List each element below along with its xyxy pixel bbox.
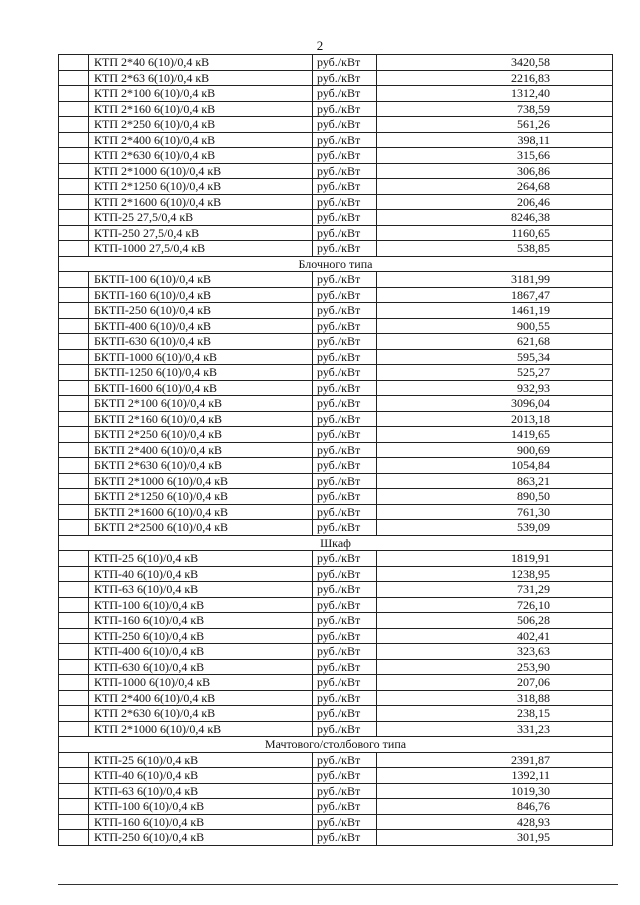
row-number-cell	[59, 675, 89, 691]
section-row	[59, 737, 613, 753]
item-name: БКТП 2*100 6(10)/0,4 кВ	[89, 396, 313, 412]
item-unit: руб./кВт	[313, 179, 377, 195]
item-value: 1419,65	[377, 427, 613, 443]
footer-rule	[58, 884, 618, 885]
item-name: БКТП-160 6(10)/0,4 кВ	[89, 287, 313, 303]
table-row	[59, 566, 613, 582]
table-row	[59, 814, 613, 830]
item-unit: руб./кВт	[313, 473, 377, 489]
row-number-cell	[59, 287, 89, 303]
row-number-cell	[59, 179, 89, 195]
item-unit: руб./кВт	[313, 55, 377, 71]
table-row	[59, 520, 613, 536]
row-number-cell	[59, 783, 89, 799]
item-value: 3181,99	[377, 272, 613, 288]
item-unit: руб./кВт	[313, 721, 377, 737]
row-number-cell	[59, 365, 89, 381]
item-value: 1461,19	[377, 303, 613, 319]
item-value: 1867,47	[377, 287, 613, 303]
table-row	[59, 659, 613, 675]
item-value: 3420,58	[377, 55, 613, 71]
item-unit: руб./кВт	[313, 504, 377, 520]
item-name: КТП 2*630 6(10)/0,4 кВ	[89, 148, 313, 164]
table-row	[59, 55, 613, 71]
item-unit: руб./кВт	[313, 458, 377, 474]
item-name: КТП 2*250 6(10)/0,4 кВ	[89, 117, 313, 133]
item-unit: руб./кВт	[313, 566, 377, 582]
item-unit: руб./кВт	[313, 783, 377, 799]
item-unit: руб./кВт	[313, 272, 377, 288]
table-row	[59, 241, 613, 257]
table-row	[59, 380, 613, 396]
item-name: КТП-160 6(10)/0,4 кВ	[89, 814, 313, 830]
row-number-cell	[59, 427, 89, 443]
item-name: КТП-160 6(10)/0,4 кВ	[89, 613, 313, 629]
row-number-cell	[59, 690, 89, 706]
item-value: 1054,84	[377, 458, 613, 474]
item-name: БКТП 2*1250 6(10)/0,4 кВ	[89, 489, 313, 505]
row-number-cell	[59, 101, 89, 117]
item-value: 890,50	[377, 489, 613, 505]
table-row	[59, 768, 613, 784]
item-value: 238,15	[377, 706, 613, 722]
item-name: КТП-250 6(10)/0,4 кВ	[89, 830, 313, 846]
row-number-cell	[59, 241, 89, 257]
row-number-cell	[59, 489, 89, 505]
row-number-cell	[59, 799, 89, 815]
item-unit: руб./кВт	[313, 318, 377, 334]
item-value: 318,88	[377, 690, 613, 706]
item-name: КТП-400 6(10)/0,4 кВ	[89, 644, 313, 660]
item-name: КТП-250 27,5/0,4 кВ	[89, 225, 313, 241]
item-value: 3096,04	[377, 396, 613, 412]
item-unit: руб./кВт	[313, 349, 377, 365]
item-name: БКТП 2*630 6(10)/0,4 кВ	[89, 458, 313, 474]
table-row	[59, 411, 613, 427]
row-number-cell	[59, 86, 89, 102]
item-name: БКТП 2*160 6(10)/0,4 кВ	[89, 411, 313, 427]
table-row	[59, 427, 613, 443]
item-value: 207,06	[377, 675, 613, 691]
item-unit: руб./кВт	[313, 675, 377, 691]
tariff-table-body	[59, 55, 613, 846]
item-name: КТП 2*400 6(10)/0,4 кВ	[89, 690, 313, 706]
row-number-cell	[59, 303, 89, 319]
section-title: Мачтового/столбового типа	[59, 737, 613, 753]
item-name: КТП 2*63 6(10)/0,4 кВ	[89, 70, 313, 86]
row-number-cell	[59, 613, 89, 629]
item-value: 1312,40	[377, 86, 613, 102]
item-unit: руб./кВт	[313, 163, 377, 179]
item-value: 253,90	[377, 659, 613, 675]
item-value: 738,59	[377, 101, 613, 117]
row-number-cell	[59, 55, 89, 71]
item-unit: руб./кВт	[313, 551, 377, 567]
row-number-cell	[59, 411, 89, 427]
item-name: КТП-40 6(10)/0,4 кВ	[89, 566, 313, 582]
table-row	[59, 582, 613, 598]
item-name: БКТП 2*2500 6(10)/0,4 кВ	[89, 520, 313, 536]
item-unit: руб./кВт	[313, 613, 377, 629]
item-value: 264,68	[377, 179, 613, 195]
table-row	[59, 225, 613, 241]
item-unit: руб./кВт	[313, 334, 377, 350]
item-value: 206,46	[377, 194, 613, 210]
item-name: КТП 2*40 6(10)/0,4 кВ	[89, 55, 313, 71]
table-row	[59, 179, 613, 195]
row-number-cell	[59, 551, 89, 567]
item-value: 621,68	[377, 334, 613, 350]
item-unit: руб./кВт	[313, 225, 377, 241]
row-number-cell	[59, 721, 89, 737]
section-title: Блочного типа	[59, 256, 613, 272]
item-name: БКТП-400 6(10)/0,4 кВ	[89, 318, 313, 334]
item-unit: руб./кВт	[313, 628, 377, 644]
table-row	[59, 287, 613, 303]
table-row	[59, 303, 613, 319]
item-name: КТП 2*1250 6(10)/0,4 кВ	[89, 179, 313, 195]
row-number-cell	[59, 225, 89, 241]
table-row	[59, 396, 613, 412]
item-unit: руб./кВт	[313, 365, 377, 381]
item-value: 726,10	[377, 597, 613, 613]
row-number-cell	[59, 566, 89, 582]
item-value: 900,69	[377, 442, 613, 458]
table-row	[59, 458, 613, 474]
item-unit: руб./кВт	[313, 194, 377, 210]
item-name: КТП-1000 27,5/0,4 кВ	[89, 241, 313, 257]
item-name: БКТП-630 6(10)/0,4 кВ	[89, 334, 313, 350]
row-number-cell	[59, 504, 89, 520]
item-unit: руб./кВт	[313, 117, 377, 133]
row-number-cell	[59, 706, 89, 722]
item-value: 525,27	[377, 365, 613, 381]
row-number-cell	[59, 458, 89, 474]
section-row	[59, 256, 613, 272]
item-name: БКТП-100 6(10)/0,4 кВ	[89, 272, 313, 288]
item-value: 846,76	[377, 799, 613, 815]
table-row	[59, 70, 613, 86]
item-unit: руб./кВт	[313, 241, 377, 257]
item-value: 595,34	[377, 349, 613, 365]
row-number-cell	[59, 194, 89, 210]
row-number-cell	[59, 473, 89, 489]
table-row	[59, 272, 613, 288]
item-value: 932,93	[377, 380, 613, 396]
row-number-cell	[59, 830, 89, 846]
table-row	[59, 210, 613, 226]
item-unit: руб./кВт	[313, 659, 377, 675]
item-value: 731,29	[377, 582, 613, 598]
table-row	[59, 117, 613, 133]
table-row	[59, 148, 613, 164]
item-unit: руб./кВт	[313, 830, 377, 846]
item-value: 506,28	[377, 613, 613, 629]
item-unit: руб./кВт	[313, 706, 377, 722]
row-number-cell	[59, 210, 89, 226]
item-value: 539,09	[377, 520, 613, 536]
table-row	[59, 783, 613, 799]
table-row	[59, 163, 613, 179]
item-name: КТП 2*400 6(10)/0,4 кВ	[89, 132, 313, 148]
item-name: БКТП 2*1600 6(10)/0,4 кВ	[89, 504, 313, 520]
item-value: 2013,18	[377, 411, 613, 427]
item-unit: руб./кВт	[313, 690, 377, 706]
item-unit: руб./кВт	[313, 70, 377, 86]
item-value: 1160,65	[377, 225, 613, 241]
item-unit: руб./кВт	[313, 303, 377, 319]
table-row	[59, 613, 613, 629]
table-row	[59, 690, 613, 706]
item-unit: руб./кВт	[313, 132, 377, 148]
table-row	[59, 504, 613, 520]
item-name: БКТП-250 6(10)/0,4 кВ	[89, 303, 313, 319]
item-name: КТП-1000 6(10)/0,4 кВ	[89, 675, 313, 691]
table-row	[59, 752, 613, 768]
item-name: КТП-250 6(10)/0,4 кВ	[89, 628, 313, 644]
row-number-cell	[59, 520, 89, 536]
item-unit: руб./кВт	[313, 442, 377, 458]
table-row	[59, 442, 613, 458]
table-row	[59, 365, 613, 381]
row-number-cell	[59, 318, 89, 334]
tariff-table	[58, 54, 613, 846]
table-row	[59, 799, 613, 815]
item-value: 538,85	[377, 241, 613, 257]
item-value: 863,21	[377, 473, 613, 489]
item-name: БКТП 2*1000 6(10)/0,4 кВ	[89, 473, 313, 489]
item-value: 301,95	[377, 830, 613, 846]
item-name: КТП-63 6(10)/0,4 кВ	[89, 783, 313, 799]
item-unit: руб./кВт	[313, 799, 377, 815]
item-name: КТП 2*1000 6(10)/0,4 кВ	[89, 163, 313, 179]
item-value: 331,23	[377, 721, 613, 737]
row-number-cell	[59, 380, 89, 396]
item-name: КТП-630 6(10)/0,4 кВ	[89, 659, 313, 675]
item-value: 2216,83	[377, 70, 613, 86]
item-name: КТП-100 6(10)/0,4 кВ	[89, 597, 313, 613]
row-number-cell	[59, 442, 89, 458]
item-unit: руб./кВт	[313, 644, 377, 660]
table-row	[59, 721, 613, 737]
item-name: КТП 2*160 6(10)/0,4 кВ	[89, 101, 313, 117]
item-value: 561,26	[377, 117, 613, 133]
item-value: 428,93	[377, 814, 613, 830]
row-number-cell	[59, 582, 89, 598]
table-row	[59, 334, 613, 350]
item-name: КТП-25 6(10)/0,4 кВ	[89, 551, 313, 567]
row-number-cell	[59, 659, 89, 675]
table-row	[59, 132, 613, 148]
item-unit: руб./кВт	[313, 86, 377, 102]
item-unit: руб./кВт	[313, 768, 377, 784]
item-unit: руб./кВт	[313, 148, 377, 164]
table-row	[59, 830, 613, 846]
row-number-cell	[59, 132, 89, 148]
item-name: КТП-63 6(10)/0,4 кВ	[89, 582, 313, 598]
item-value: 1019,30	[377, 783, 613, 799]
row-number-cell	[59, 334, 89, 350]
item-unit: руб./кВт	[313, 411, 377, 427]
item-name: БКТП-1000 6(10)/0,4 кВ	[89, 349, 313, 365]
item-value: 323,63	[377, 644, 613, 660]
item-name: БКТП 2*250 6(10)/0,4 кВ	[89, 427, 313, 443]
table-row	[59, 644, 613, 660]
item-unit: руб./кВт	[313, 101, 377, 117]
table-row	[59, 628, 613, 644]
section-title: Шкаф	[59, 535, 613, 551]
row-number-cell	[59, 396, 89, 412]
item-unit: руб./кВт	[313, 520, 377, 536]
item-value: 398,11	[377, 132, 613, 148]
item-value: 306,86	[377, 163, 613, 179]
table-row	[59, 349, 613, 365]
item-unit: руб./кВт	[313, 489, 377, 505]
table-row	[59, 597, 613, 613]
item-unit: руб./кВт	[313, 287, 377, 303]
row-number-cell	[59, 272, 89, 288]
item-name: БКТП-1250 6(10)/0,4 кВ	[89, 365, 313, 381]
row-number-cell	[59, 644, 89, 660]
item-name: КТП 2*1600 6(10)/0,4 кВ	[89, 194, 313, 210]
page-number: 2	[316, 38, 324, 53]
table-row	[59, 706, 613, 722]
row-number-cell	[59, 70, 89, 86]
item-name: КТП-25 6(10)/0,4 кВ	[89, 752, 313, 768]
item-value: 1238,95	[377, 566, 613, 582]
table-row	[59, 318, 613, 334]
item-unit: руб./кВт	[313, 814, 377, 830]
row-number-cell	[59, 148, 89, 164]
table-row	[59, 473, 613, 489]
item-unit: руб./кВт	[313, 380, 377, 396]
item-value: 2391,87	[377, 752, 613, 768]
item-name: БКТП 2*400 6(10)/0,4 кВ	[89, 442, 313, 458]
item-value: 1819,91	[377, 551, 613, 567]
item-value: 315,66	[377, 148, 613, 164]
row-number-cell	[59, 349, 89, 365]
item-value: 761,30	[377, 504, 613, 520]
item-value: 402,41	[377, 628, 613, 644]
table-row	[59, 551, 613, 567]
row-number-cell	[59, 628, 89, 644]
item-name: КТП 2*630 6(10)/0,4 кВ	[89, 706, 313, 722]
item-name: КТП-40 6(10)/0,4 кВ	[89, 768, 313, 784]
row-number-cell	[59, 163, 89, 179]
item-name: КТП-25 27,5/0,4 кВ	[89, 210, 313, 226]
item-unit: руб./кВт	[313, 752, 377, 768]
item-name: КТП 2*100 6(10)/0,4 кВ	[89, 86, 313, 102]
item-name: БКТП-1600 6(10)/0,4 кВ	[89, 380, 313, 396]
item-value: 1392,11	[377, 768, 613, 784]
item-value: 8246,38	[377, 210, 613, 226]
table-row	[59, 101, 613, 117]
row-number-cell	[59, 117, 89, 133]
item-name: КТП 2*1000 6(10)/0,4 кВ	[89, 721, 313, 737]
item-name: КТП-100 6(10)/0,4 кВ	[89, 799, 313, 815]
item-unit: руб./кВт	[313, 396, 377, 412]
item-unit: руб./кВт	[313, 597, 377, 613]
item-unit: руб./кВт	[313, 427, 377, 443]
row-number-cell	[59, 597, 89, 613]
section-row	[59, 535, 613, 551]
table-row	[59, 194, 613, 210]
item-unit: руб./кВт	[313, 210, 377, 226]
row-number-cell	[59, 814, 89, 830]
row-number-cell	[59, 768, 89, 784]
table-row	[59, 489, 613, 505]
item-value: 900,55	[377, 318, 613, 334]
table-row	[59, 675, 613, 691]
table-row	[59, 86, 613, 102]
item-unit: руб./кВт	[313, 582, 377, 598]
row-number-cell	[59, 752, 89, 768]
